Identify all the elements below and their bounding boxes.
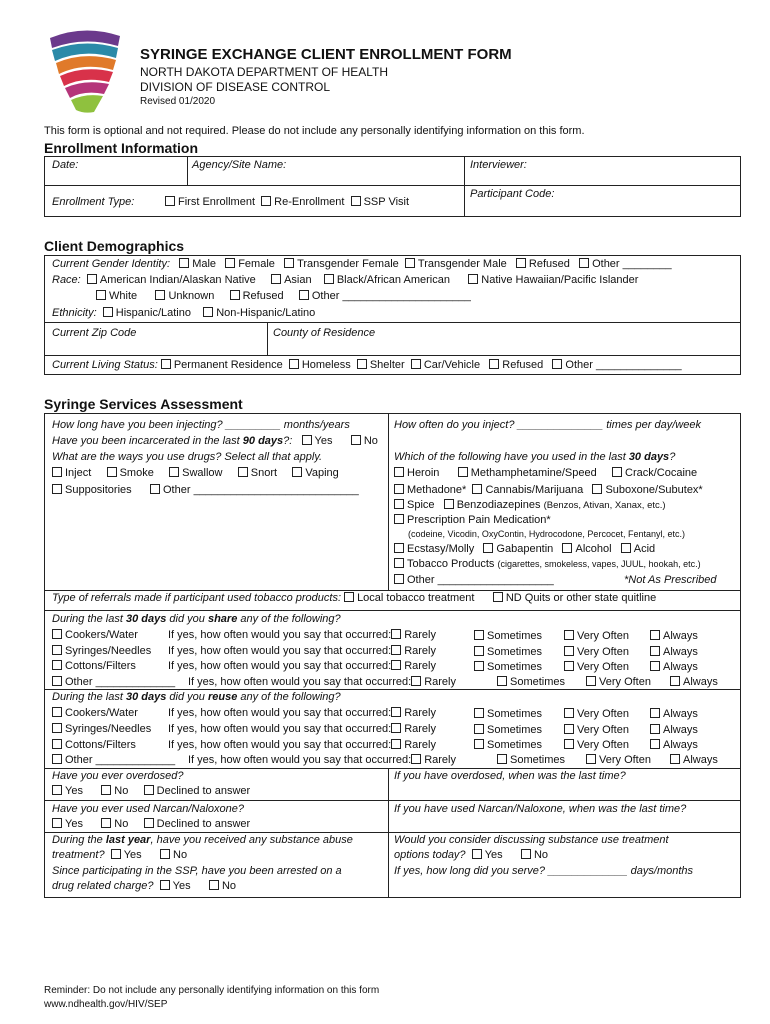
ways-options-row-2: Suppositories Other ___________________________	[52, 484, 359, 496]
freq-cell: Very Often	[586, 676, 651, 688]
footer-reminder: Reminder: Do not include any personally identifying information on this form	[44, 985, 380, 996]
drug-checkbox[interactable]	[394, 467, 404, 477]
assessment-heading: Syringe Services Assessment	[44, 396, 243, 412]
race-checkbox[interactable]	[87, 274, 97, 284]
freq-checkbox[interactable]	[497, 676, 507, 686]
share-question: During the last 30 days did you share any of the following?	[52, 613, 341, 625]
way-checkbox[interactable]	[150, 484, 160, 494]
freq-cell: Always	[670, 676, 718, 688]
form-title: SYRINGE EXCHANGE CLIENT ENROLLMENT FORM	[140, 46, 512, 63]
ethnicity-checkbox[interactable]	[203, 307, 213, 317]
freq-checkbox[interactable]	[391, 723, 401, 733]
narcan-no-checkbox[interactable]	[101, 818, 111, 828]
county-field[interactable]: County of Residence	[273, 327, 376, 339]
freq-cell: Always	[670, 754, 718, 766]
share-row: Cookers/Water	[52, 629, 138, 641]
referral-checkbox[interactable]	[344, 592, 354, 602]
freq-checkbox[interactable]	[474, 708, 484, 718]
frequency-row: If yes, how often would you say that occurred: Rarely	[188, 754, 456, 766]
drug-checkbox[interactable]	[394, 514, 404, 524]
very-often-column: Very Often Very Often Very Often	[564, 707, 629, 754]
way-checkbox[interactable]	[292, 467, 302, 477]
reuse-row: Cookers/Water	[52, 707, 138, 719]
race-checkbox[interactable]	[96, 290, 106, 300]
ways-options-row-1: Inject Smoke Swallow Snort Vaping	[52, 467, 339, 479]
how-often-inject[interactable]: How often do you inject? ______________ times per day/week	[394, 419, 701, 431]
freq-checkbox[interactable]	[564, 739, 574, 749]
drug-checkbox[interactable]	[483, 543, 493, 553]
share-item-checkbox[interactable]	[52, 676, 62, 686]
race-checkbox[interactable]	[299, 290, 309, 300]
freq-checkbox[interactable]	[564, 661, 574, 671]
freq-checkbox[interactable]	[650, 724, 660, 734]
drug-checkbox[interactable]	[394, 543, 404, 553]
reuse-row: Cottons/Filters	[52, 739, 136, 751]
reuse-item-checkbox[interactable]	[52, 739, 62, 749]
first-enrollment-checkbox[interactable]	[165, 196, 175, 206]
race-checkbox[interactable]	[324, 274, 334, 284]
freq-checkbox[interactable]	[474, 661, 484, 671]
way-checkbox[interactable]	[52, 484, 62, 494]
freq-checkbox[interactable]	[586, 754, 596, 764]
way-checkbox[interactable]	[52, 467, 62, 477]
agency-field[interactable]: Agency/Site Name:	[192, 159, 287, 171]
drug-checkbox[interactable]	[444, 499, 454, 509]
gender-checkbox[interactable]	[225, 258, 235, 268]
treatment-no-checkbox[interactable]	[160, 849, 170, 859]
drugs-row-5: Ecstasy/Molly Gabapentin Alcohol Acid	[394, 543, 655, 555]
drug-checkbox[interactable]	[394, 499, 404, 509]
drug-checkbox[interactable]	[612, 467, 622, 477]
freq-checkbox[interactable]	[650, 630, 660, 640]
way-checkbox[interactable]	[107, 467, 117, 477]
division-name: DIVISION OF DISEASE CONTROL	[140, 80, 331, 94]
discuss-yes-checkbox[interactable]	[472, 849, 482, 859]
freq-checkbox[interactable]	[650, 661, 660, 671]
overdosed-answers: Yes No Declined to answer	[52, 785, 250, 797]
freq-cell: Sometimes	[497, 754, 565, 766]
discuss-treatment-question: Would you consider discussing substance use treatment	[394, 834, 669, 846]
enrollment-type-options: First Enrollment Re-Enrollment SSP Visit	[165, 196, 409, 208]
frequency-row: If yes, how often would you say that occurred: Rarely	[168, 723, 436, 735]
drug-checkbox[interactable]	[621, 543, 631, 553]
overdose-yes-checkbox[interactable]	[52, 785, 62, 795]
referral-checkbox[interactable]	[493, 592, 503, 602]
frequency-row: If yes, how often would you say that occurred: Rarely	[168, 739, 436, 751]
freq-cell: Very Often	[586, 754, 651, 766]
gender-checkbox[interactable]	[516, 258, 526, 268]
share-item-checkbox[interactable]	[52, 629, 62, 639]
narcan-question: Have you ever used Narcan/Naloxone?	[52, 803, 245, 815]
reuse-row: Syringes/Needles	[52, 723, 151, 735]
revision-date: Revised 01/2020	[140, 96, 216, 107]
drug-checkbox[interactable]	[394, 484, 404, 494]
gender-checkbox[interactable]	[179, 258, 189, 268]
overdosed-question: Have you ever overdosed?	[52, 770, 184, 782]
race-row-2: White Unknown Refused Other _____________________	[96, 290, 471, 302]
arrest-yes-checkbox[interactable]	[160, 880, 170, 890]
reuse-item-checkbox[interactable]	[52, 754, 62, 764]
always-column: Always Always Always	[650, 707, 698, 754]
gender-row: Current Gender Identity: Male Female Transgender Female Transgender Male Refused Other ________	[52, 258, 672, 270]
referral-row: Type of referrals made if participant used tobacco products: Local tobacco treatment ND Quits or other state quitline	[52, 592, 657, 604]
gender-checkbox[interactable]	[284, 258, 294, 268]
always-column: Always Always Always	[650, 629, 698, 676]
freq-checkbox[interactable]	[650, 708, 660, 718]
footer-url[interactable]: www.ndhealth.gov/HIV/SEP	[44, 999, 168, 1010]
sometimes-column: Sometimes Sometimes Sometimes	[474, 707, 542, 754]
enrollment-heading: Enrollment Information	[44, 140, 198, 156]
ndhealth-logo	[44, 28, 128, 120]
drugs-row-4: Prescription Pain Medication*	[394, 514, 551, 526]
gender-checkbox[interactable]	[405, 258, 415, 268]
living-checkbox[interactable]	[161, 359, 171, 369]
reuse-row: Other _____________	[52, 754, 175, 766]
share-row: Other _____________	[52, 676, 175, 688]
way-checkbox[interactable]	[169, 467, 179, 477]
living-checkbox[interactable]	[552, 359, 562, 369]
reuse-item-checkbox[interactable]	[52, 707, 62, 717]
frequency-row: If yes, how often would you say that occurred: Rarely	[168, 707, 436, 719]
interviewer-field[interactable]: Interviewer:	[470, 159, 527, 171]
living-checkbox[interactable]	[489, 359, 499, 369]
ssp-visit-checkbox[interactable]	[351, 196, 361, 206]
treatment-yes-checkbox[interactable]	[111, 849, 121, 859]
ethnicity-checkbox[interactable]	[103, 307, 113, 317]
share-row: Cottons/Filters	[52, 660, 136, 672]
drug-checkbox[interactable]	[592, 484, 602, 494]
abuse-treatment-question: During the last year, have you received any substance abuse	[52, 834, 353, 846]
department-name: NORTH DAKOTA DEPARTMENT OF HEALTH	[140, 65, 389, 79]
arrest-no-checkbox[interactable]	[209, 880, 219, 890]
living-status-row: Current Living Status: Permanent Residence Homeless Shelter Car/Vehicle Refused Other ______________	[52, 359, 682, 371]
freq-checkbox[interactable]	[670, 754, 680, 764]
freq-checkbox[interactable]	[564, 708, 574, 718]
race-checkbox[interactable]	[155, 290, 165, 300]
freq-checkbox[interactable]	[650, 739, 660, 749]
race-checkbox[interactable]	[468, 274, 478, 284]
freq-checkbox[interactable]	[564, 646, 574, 656]
narcan-decline-checkbox[interactable]	[144, 818, 154, 828]
arrest-answers: drug related charge? Yes No	[52, 880, 236, 892]
living-checkbox[interactable]	[411, 359, 421, 369]
ways-use-question: What are the ways you use drugs? Select all that apply.	[52, 451, 323, 463]
share-item-checkbox[interactable]	[52, 660, 62, 670]
share-row: Syringes/Needles	[52, 645, 151, 657]
rx-note: (codeine, Vicodin, OxyContin, Hydrocodone, Percocet, Fentanyl, etc.)	[408, 529, 685, 539]
enrollment-type-label: Enrollment Type:	[52, 196, 135, 208]
freq-checkbox[interactable]	[670, 676, 680, 686]
abuse-treatment-answers: treatment? Yes No	[52, 849, 188, 861]
overdose-no-checkbox[interactable]	[101, 785, 111, 795]
drug-checkbox[interactable]	[394, 574, 404, 584]
drug-checkbox[interactable]	[394, 558, 404, 568]
drug-checkbox[interactable]	[458, 467, 468, 477]
ethnicity-row: Ethnicity: Hispanic/Latino Non-Hispanic/Latino	[52, 307, 316, 319]
freq-checkbox[interactable]	[564, 630, 574, 640]
living-checkbox[interactable]	[357, 359, 367, 369]
freq-checkbox[interactable]	[391, 739, 401, 749]
frequency-row: If yes, how often would you say that occurred: Rarely	[188, 676, 456, 688]
drug-checkbox[interactable]	[562, 543, 572, 553]
drugs-row-6: Tobacco Products (cigarettes, smokeless, vapes, JUUL, hookah, etc.)	[394, 558, 701, 570]
freq-cell: Sometimes	[497, 676, 565, 688]
freq-checkbox[interactable]	[650, 646, 660, 656]
not-prescribed-note: *Not As Prescribed	[624, 574, 717, 586]
freq-checkbox[interactable]	[586, 676, 596, 686]
incarcerated-no-checkbox[interactable]	[351, 435, 361, 445]
drugs-row-1: Heroin Methamphetamine/Speed Crack/Cocaine	[394, 467, 697, 479]
reuse-question: During the last 30 days did you reuse any of the following?	[52, 691, 341, 703]
overdose-decline-checkbox[interactable]	[144, 785, 154, 795]
living-checkbox[interactable]	[289, 359, 299, 369]
freq-checkbox[interactable]	[474, 724, 484, 734]
logo-band-green	[71, 95, 103, 113]
freq-checkbox[interactable]	[474, 630, 484, 640]
race-checkbox[interactable]	[271, 274, 281, 284]
narcan-answers: Yes No Declined to answer	[52, 818, 250, 830]
race-row-1: Race: American Indian/Alaskan Native Asian Black/African American Native Hawaiian/Pacific Islander	[52, 274, 639, 286]
freq-checkbox[interactable]	[391, 660, 401, 670]
frequency-row: If yes, how often would you say that occurred: Rarely	[168, 645, 436, 657]
drugs-row-7: Other ___________________	[394, 574, 554, 586]
way-checkbox[interactable]	[238, 467, 248, 477]
incarcerated-yes-checkbox[interactable]	[302, 435, 312, 445]
which-drugs-question: Which of the following have you used in the last 30 days?	[394, 451, 676, 463]
participant-code-field[interactable]: Participant Code:	[470, 188, 555, 200]
arrest-question: Since participating in the SSP, have you been arrested on a	[52, 865, 342, 877]
optional-notice: This form is optional and not required. Please do not include any personally identifying information on this form.	[44, 125, 585, 137]
freq-checkbox[interactable]	[391, 707, 401, 717]
drugs-row-3: Spice Benzodiazepines (Benzos, Ativan, Xanax, etc.)	[394, 499, 666, 511]
narcan-yes-checkbox[interactable]	[52, 818, 62, 828]
freq-checkbox[interactable]	[411, 754, 421, 764]
drug-checkbox[interactable]	[472, 484, 482, 494]
drugs-row-2: Methadone* Cannabis/Marijuana Suboxone/Subutex*	[394, 484, 703, 496]
frequency-row: If yes, how often would you say that occurred: Rarely	[168, 629, 436, 641]
very-often-column: Very Often Very Often Very Often	[564, 629, 629, 676]
freq-checkbox[interactable]	[391, 629, 401, 639]
zip-code-field[interactable]: Current Zip Code	[52, 327, 137, 339]
freq-checkbox[interactable]	[474, 739, 484, 749]
demographics-heading: Client Demographics	[44, 238, 185, 254]
incarcerated-question: Have you been incarcerated in the last 90 days?: Yes No	[52, 435, 378, 447]
served-duration[interactable]: If yes, how long did you serve? _____________ days/months	[394, 865, 694, 877]
race-checkbox[interactable]	[230, 290, 240, 300]
sometimes-column: Sometimes Sometimes Sometimes	[474, 629, 542, 676]
freq-checkbox[interactable]	[474, 646, 484, 656]
freq-checkbox[interactable]	[497, 754, 507, 764]
overdosed-when[interactable]: If you have overdosed, when was the last time?	[394, 770, 626, 782]
how-long-injecting[interactable]: How long have you been injecting? _________ months/years	[52, 419, 350, 431]
freq-checkbox[interactable]	[411, 676, 421, 686]
freq-checkbox[interactable]	[564, 724, 574, 734]
date-field[interactable]: Date:	[52, 159, 79, 171]
re-enrollment-checkbox[interactable]	[261, 196, 271, 206]
narcan-when[interactable]: If you have used Narcan/Naloxone, when was the last time?	[394, 803, 687, 815]
freq-checkbox[interactable]	[391, 645, 401, 655]
share-item-checkbox[interactable]	[52, 645, 62, 655]
reuse-item-checkbox[interactable]	[52, 723, 62, 733]
gender-checkbox[interactable]	[579, 258, 589, 268]
discuss-treatment-answers: options today? Yes No	[394, 849, 549, 861]
frequency-row: If yes, how often would you say that occurred: Rarely	[168, 660, 436, 672]
discuss-no-checkbox[interactable]	[521, 849, 531, 859]
